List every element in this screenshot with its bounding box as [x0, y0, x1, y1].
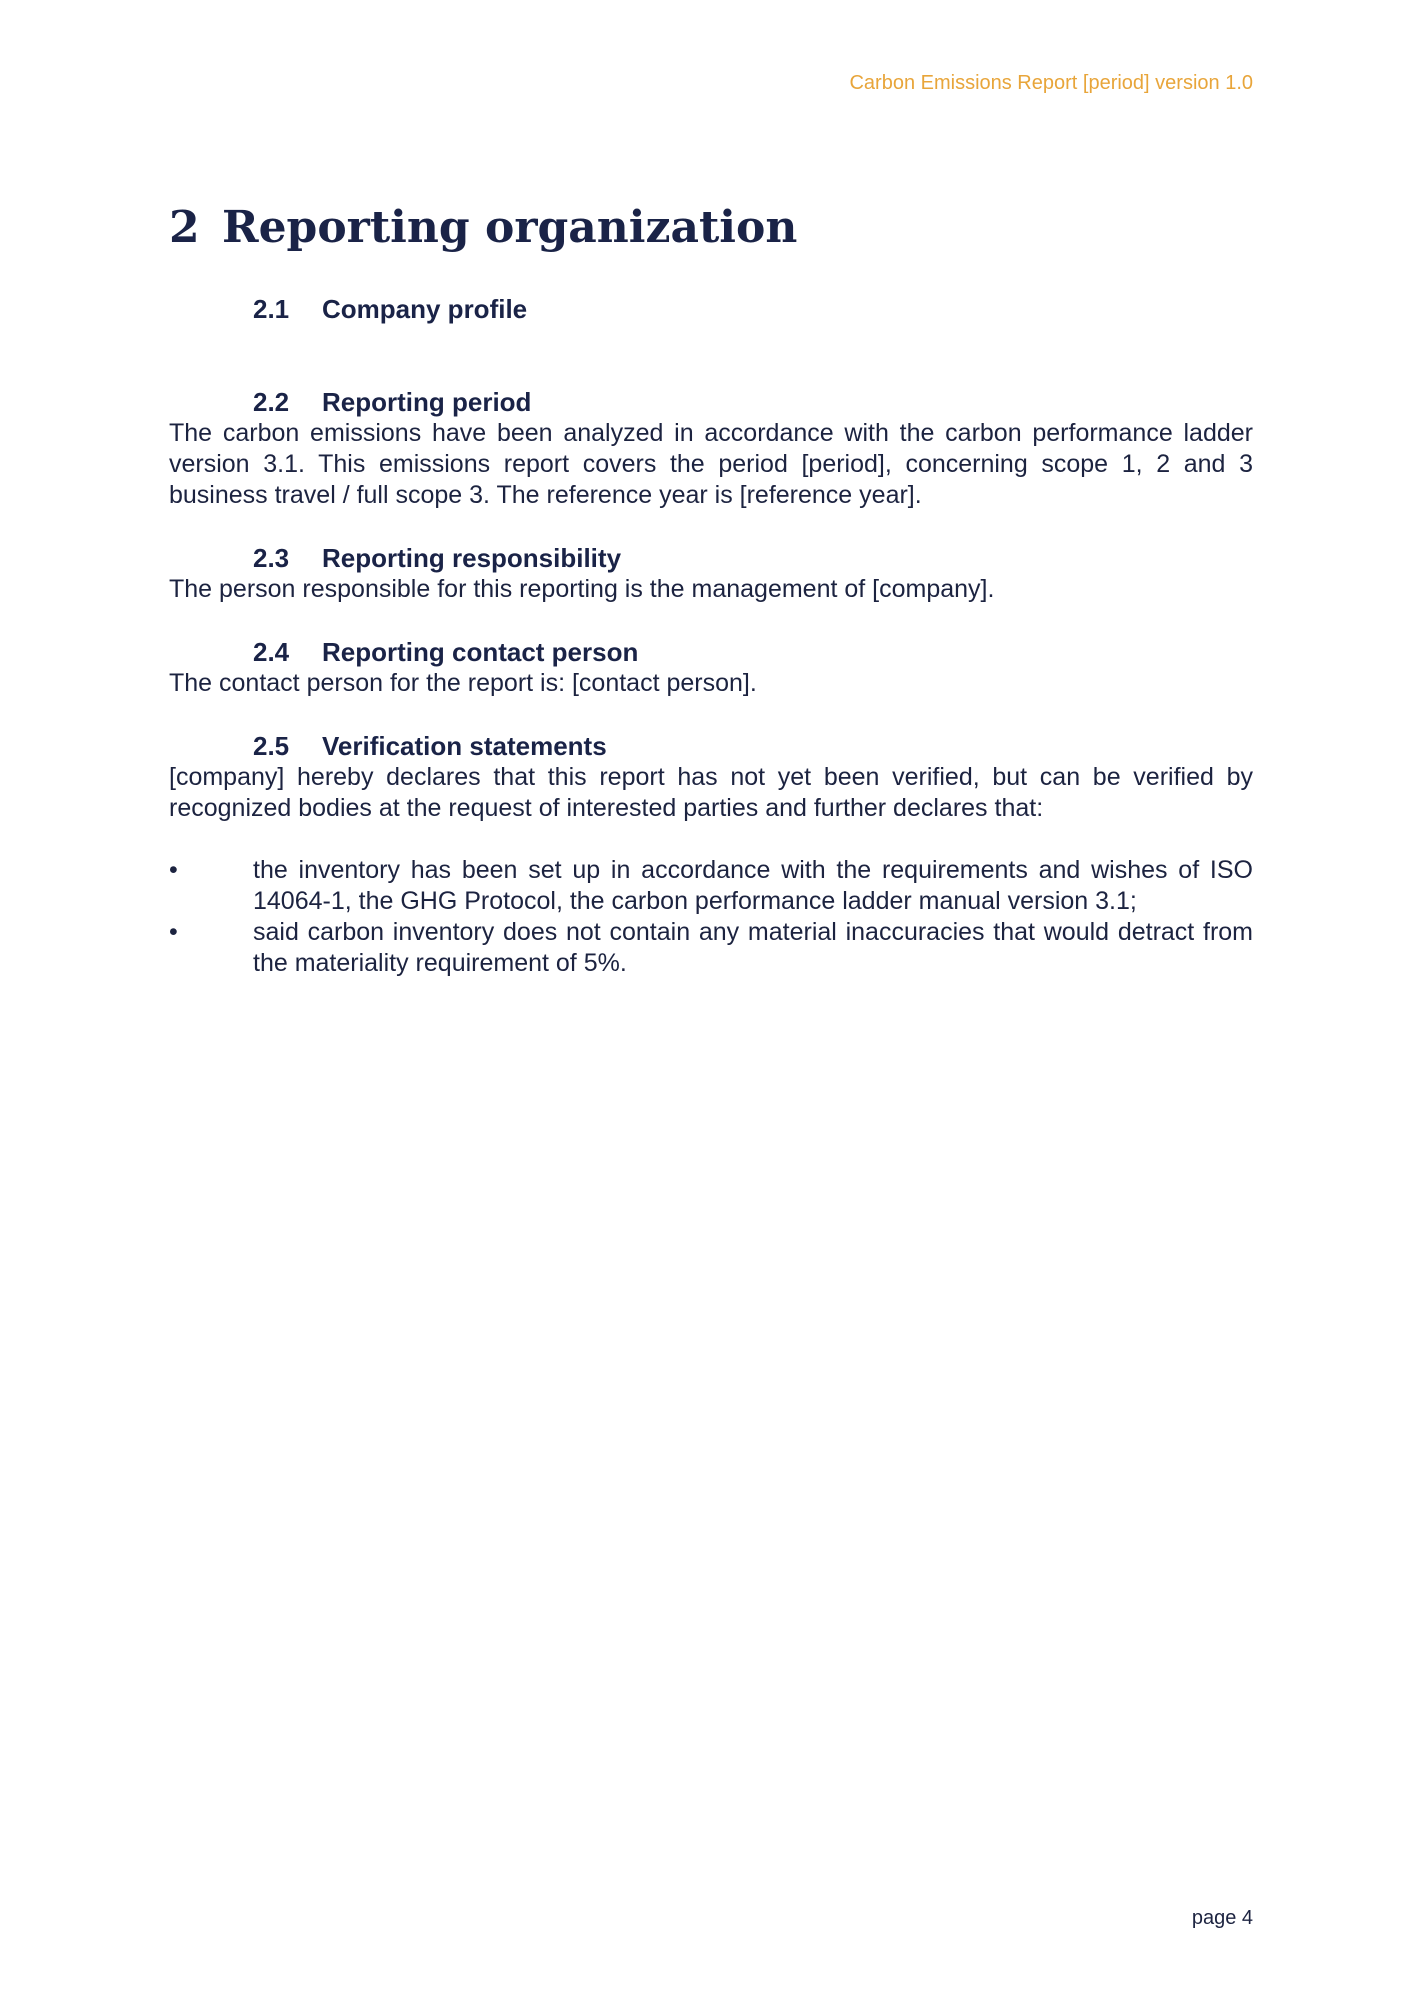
list-item: [169, 855, 1253, 917]
chapter-title: [169, 202, 797, 253]
page-number: page 4: [1191, 1907, 1253, 1929]
section-heading-2-2: [253, 386, 1253, 418]
section-heading-2-1: [253, 293, 1253, 325]
section-title: Reporting period: [322, 387, 532, 417]
section-heading-2-5: [253, 730, 1253, 762]
section-number: 2.2: [253, 387, 290, 417]
section-paragraph-2-4: The contact person for the report is: [contact person].: [169, 669, 757, 697]
section-paragraph-2-3: The person responsible for this reporting is the management of [company].: [169, 575, 995, 603]
section-paragraph-2-5: [company] hereby declares that this report has not yet been verified, but can be verified by recognized bodies at the request of interested parties and further declares that:: [169, 763, 1253, 822]
list-item: [169, 917, 1253, 979]
bullet-icon: •: [169, 918, 178, 946]
document-body: [169, 293, 1253, 979]
section-number: 2.5: [253, 731, 290, 761]
section-paragraph-2-2: The carbon emissions have been analyzed in accordance with the carbon performance ladder version 3.1. This emissions report covers the period [period], concerning scope 1, 2 and 3 business travel / full scope 3. The reference year is [reference year].: [169, 419, 1253, 509]
section-title: Reporting responsibility: [322, 543, 622, 573]
chapter-heading-text: Reporting organization: [222, 202, 798, 253]
list-item-text: said carbon inventory does not contain any material inaccuracies that would detract from the materiality requirement of 5%.: [253, 918, 1253, 977]
section-title: Reporting contact person: [322, 637, 639, 667]
section-heading-2-3: [253, 542, 1253, 574]
running-header: Carbon Emissions Report [period] version 1.0: [849, 72, 1253, 94]
section-number: 2.4: [253, 637, 290, 667]
list-item-text: the inventory has been set up in accordance with the requirements and wishes of ISO 14064-1, the GHG Protocol, the carbon performance ladder manual version 3.1;: [253, 856, 1253, 915]
section-number: 2.3: [253, 543, 290, 573]
section-heading-2-4: [253, 636, 1253, 668]
chapter-number: 2: [169, 202, 200, 253]
section-number: 2.1: [253, 294, 290, 324]
section-title: Verification statements: [322, 731, 607, 761]
bullet-icon: •: [169, 856, 178, 884]
section-title: Company profile: [322, 294, 528, 324]
verification-bullet-list: [169, 855, 1253, 979]
